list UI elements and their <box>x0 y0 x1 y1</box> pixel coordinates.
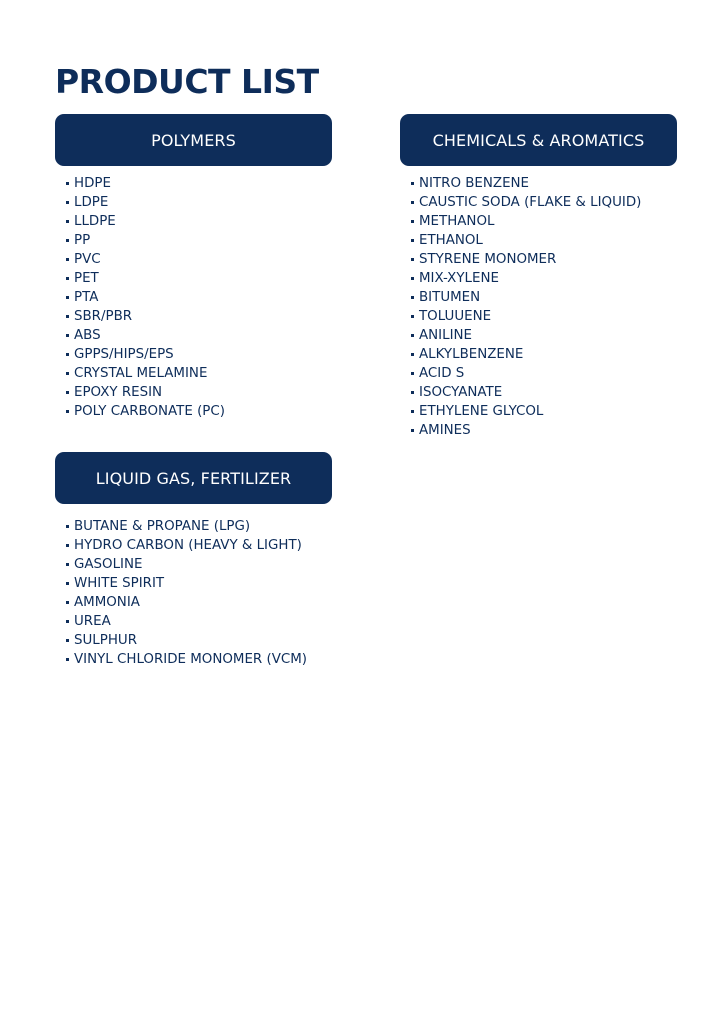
bullet-icon <box>66 544 69 547</box>
bullet-icon <box>66 410 69 413</box>
list-item-label: SBR/PBR <box>74 309 133 324</box>
list-item-label: LDPE <box>74 195 109 210</box>
list-item <box>400 288 677 307</box>
product-list-polymers <box>55 174 332 421</box>
list-item-label: TOLUUENE <box>419 309 492 324</box>
list-item-label: VINYL CHLORIDE MONOMER (VCM) <box>74 652 307 667</box>
bullet-icon <box>66 182 69 185</box>
list-item <box>55 517 332 536</box>
product-list-liquid-gas-fertilizer <box>55 517 332 669</box>
list-item <box>400 269 677 288</box>
bullet-icon <box>66 563 69 566</box>
product-list-chemicals-aromatics <box>400 174 677 440</box>
bullet-icon <box>411 391 414 394</box>
bullet-icon <box>66 582 69 585</box>
section-header-liquid-gas-fertilizer: LIQUID GAS, FERTILIZER <box>55 452 332 504</box>
list-item <box>55 269 332 288</box>
bullet-icon <box>66 658 69 661</box>
bullet-icon <box>66 220 69 223</box>
list-item-label: ALKYLBENZENE <box>419 347 524 362</box>
list-item-label: PVC <box>74 252 101 267</box>
section-header-polymers: POLYMERS <box>55 114 332 166</box>
list-item-label: ETHYLENE GLYCOL <box>419 404 544 419</box>
list-item <box>400 402 677 421</box>
bullet-icon <box>66 334 69 337</box>
list-item-label: ABS <box>74 328 101 343</box>
list-item <box>400 383 677 402</box>
list-item <box>55 193 332 212</box>
list-item-label: STYRENE MONOMER <box>419 252 557 267</box>
list-item <box>400 174 677 193</box>
bullet-icon <box>411 315 414 318</box>
list-item <box>400 307 677 326</box>
list-item <box>55 345 332 364</box>
bullet-icon <box>66 391 69 394</box>
list-item <box>55 307 332 326</box>
list-item-label: POLY CARBONATE (PC) <box>74 404 225 419</box>
list-item-label: BUTANE & PROPANE (LPG) <box>74 519 251 534</box>
list-item-label: ANILINE <box>419 328 473 343</box>
bullet-icon <box>411 201 414 204</box>
bullet-icon <box>66 601 69 604</box>
list-item-label: HYDRO CARBON (HEAVY & LIGHT) <box>74 538 302 553</box>
list-item-label: ISOCYANATE <box>419 385 503 400</box>
list-item-label: AMINES <box>419 423 471 438</box>
list-item-label: CRYSTAL MELAMINE <box>74 366 208 381</box>
bullet-icon <box>411 296 414 299</box>
list-item <box>55 536 332 555</box>
list-item-label: HDPE <box>74 176 111 191</box>
bullet-icon <box>411 353 414 356</box>
bullet-icon <box>66 315 69 318</box>
list-item <box>55 383 332 402</box>
list-item <box>55 402 332 421</box>
list-item-label: PTA <box>74 290 99 305</box>
list-item-label: SULPHUR <box>74 633 138 648</box>
list-item <box>400 250 677 269</box>
bullet-icon <box>66 258 69 261</box>
list-item <box>55 326 332 345</box>
list-item-label: ETHANOL <box>419 233 483 248</box>
bullet-icon <box>411 372 414 375</box>
list-item-label: METHANOL <box>419 214 495 229</box>
list-item <box>400 193 677 212</box>
list-item-label: ACID S <box>419 366 465 381</box>
section-polymers <box>55 114 332 421</box>
list-item <box>400 231 677 250</box>
list-item <box>55 250 332 269</box>
list-item-label: WHITE SPIRIT <box>74 576 165 591</box>
bullet-icon <box>411 258 414 261</box>
bullet-icon <box>66 296 69 299</box>
list-item <box>55 612 332 631</box>
bullet-icon <box>411 220 414 223</box>
list-item-label: CAUSTIC SODA (FLAKE & LIQUID) <box>419 195 642 210</box>
bullet-icon <box>411 429 414 432</box>
list-item-label: NITRO BENZENE <box>419 176 530 191</box>
bullet-icon <box>66 525 69 528</box>
bullet-icon <box>411 239 414 242</box>
list-item-label: PET <box>74 271 99 286</box>
list-item <box>400 326 677 345</box>
bullet-icon <box>66 353 69 356</box>
list-item-label: MIX-XYLENE <box>419 271 499 286</box>
list-item-label: BITUMEN <box>419 290 481 305</box>
list-item <box>55 650 332 669</box>
list-item <box>400 345 677 364</box>
list-item <box>55 288 332 307</box>
list-item <box>55 231 332 250</box>
list-item-label: GPPS/HIPS/EPS <box>74 347 174 362</box>
list-item-label: PP <box>74 233 91 248</box>
section-header-chemicals-aromatics: CHEMICALS & AROMATICS <box>400 114 677 166</box>
list-item-label: EPOXY RESIN <box>74 385 163 400</box>
list-item <box>55 212 332 231</box>
section-chemicals-aromatics <box>400 114 677 440</box>
list-item <box>400 212 677 231</box>
list-item-label: LLDPE <box>74 214 116 229</box>
list-item <box>55 174 332 193</box>
list-item-label: AMMONIA <box>74 595 140 610</box>
section-liquid-gas-fertilizer <box>55 452 332 669</box>
list-item <box>400 364 677 383</box>
bullet-icon <box>66 639 69 642</box>
bullet-icon <box>411 277 414 280</box>
list-item <box>55 631 332 650</box>
bullet-icon <box>66 372 69 375</box>
bullet-icon <box>66 620 69 623</box>
list-item <box>55 593 332 612</box>
list-item-label: UREA <box>74 614 111 629</box>
bullet-icon <box>66 239 69 242</box>
list-item <box>55 574 332 593</box>
list-item <box>400 421 677 440</box>
list-item <box>55 364 332 383</box>
bullet-icon <box>66 277 69 280</box>
bullet-icon <box>411 410 414 413</box>
bullet-icon <box>411 182 414 185</box>
list-item <box>55 555 332 574</box>
bullet-icon <box>66 201 69 204</box>
list-item-label: GASOLINE <box>74 557 143 572</box>
bullet-icon <box>411 334 414 337</box>
page-title: PRODUCT LIST <box>55 62 319 101</box>
